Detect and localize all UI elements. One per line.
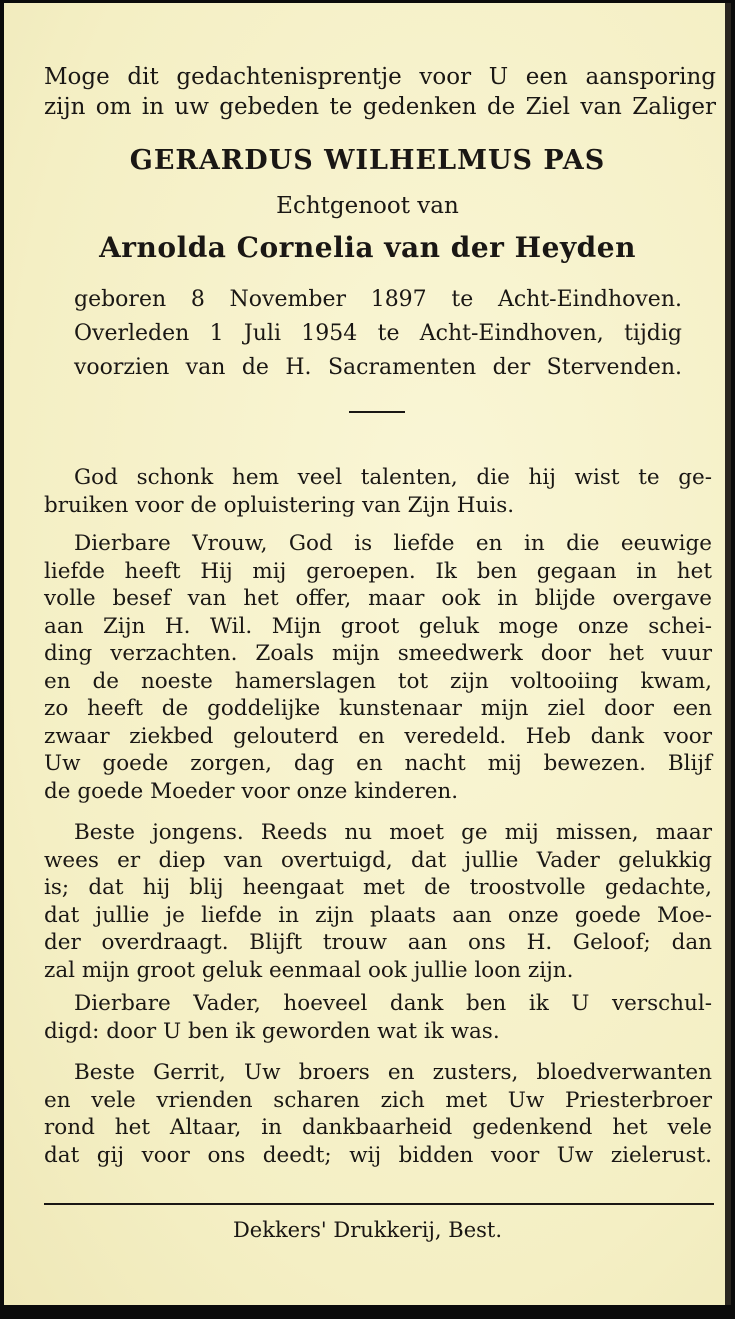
- intro-text: [44, 62, 716, 122]
- paragraph-line: zwaar ziekbed gelouterd en veredeld. Heb dank voor: [44, 723, 712, 749]
- paragraph-father: [44, 990, 712, 1045]
- paragraph-line: en de noeste hamerslagen tot zijn voltooiing kwam,: [44, 668, 712, 694]
- paragraph-line: digd: door U ben ik geworden wat ik was.: [44, 1018, 500, 1044]
- paragraph-line: liefde heeft Hij mij geroepen. Ik ben gegaan in het: [44, 558, 712, 584]
- paragraph-line: de goede Moeder voor onze kinderen.: [44, 778, 459, 804]
- birth-line: geboren 8 November 1897 te Acht-Eindhoven.: [74, 287, 682, 312]
- paragraph-line: is; dat hij blij heengaat met de troostvolle gedachte,: [44, 875, 712, 900]
- paragraph-line: dat jullie je liefde in zijn plaats aan onze goede Moe-: [44, 902, 712, 928]
- paragraph-line: volle besef van het offer, maar ook in blijde overgave: [44, 586, 712, 611]
- life-dates: [74, 283, 682, 385]
- paragraph-line: ding verzachten. Zoals mijn smeedwerk door het vuur: [44, 641, 712, 666]
- paragraph-line: Beste Gerrit, Uw broers en zusters, bloedverwanten: [74, 1060, 712, 1085]
- paragraph-line: Dierbare Vrouw, God is liefde en in die eeuwige: [74, 531, 712, 556]
- paragraph-line: bruiken voor de opluistering van Zijn Huis.: [44, 492, 515, 518]
- paragraph-line: dat gij voor ons deedt; wij bidden voor Uw zielerust.: [44, 1142, 712, 1168]
- spouse-label: Echtgenoot van: [276, 193, 459, 219]
- paragraph-line: zo heeft de goddelijke kunstenaar mijn ziel door een: [44, 696, 712, 721]
- paragraph-line: aan Zijn H. Wil. Mijn groot geluk moge onze schei-: [44, 613, 712, 639]
- paragraph-line: en vele vrienden scharen zich met Uw Priesterbroer: [44, 1087, 712, 1113]
- paragraph-sons: [44, 819, 712, 984]
- bottom-divider: [44, 1203, 714, 1205]
- paragraph-gerrit: [44, 1059, 712, 1169]
- intro-line: Moge dit gedachtenisprentje voor U een aansporing: [44, 64, 716, 90]
- short-divider: [349, 411, 405, 413]
- memorial-card: [4, 3, 731, 1305]
- paragraph-wife: [44, 530, 712, 805]
- intro-line: zijn om in uw gebeden te gedenken de Ziel van Zaliger: [44, 94, 716, 120]
- spouse-name: Arnolda Cornelia van der Heyden: [99, 231, 636, 264]
- paragraph-talents: [44, 464, 712, 519]
- death-line: Overleden 1 Juli 1954 te Acht-Eindhoven, tijdig: [74, 321, 682, 346]
- paragraph-line: rond het Altaar, in dankbaarheid gedenkend het vele: [44, 1115, 712, 1140]
- paragraph-line: Beste jongens. Reeds nu moet ge mij missen, maar: [74, 820, 712, 845]
- paragraph-line: God schonk hem veel talenten, die hij wist te ge-: [74, 465, 712, 490]
- printer-credit: Dekkers' Drukkerij, Best.: [232, 1218, 503, 1242]
- paragraph-line: der overdraagt. Blijft trouw aan ons H. Geloof; dan: [44, 930, 712, 955]
- sacraments-line: voorzien van de H. Sacramenten der Stervenden.: [74, 355, 682, 380]
- paragraph-line: zal mijn groot geluk eenmaal ook jullie loon zijn.: [44, 957, 574, 983]
- deceased-name: GERARDUS WILHELMUS PAS: [129, 145, 606, 176]
- paragraph-line: wees er diep van overtuigd, dat jullie Vader gelukkig: [44, 847, 712, 873]
- paragraph-line: Uw goede zorgen, dag en nacht mij bewezen. Blijf: [44, 751, 712, 776]
- paragraph-line: Dierbare Vader, hoeveel dank ben ik U verschul-: [74, 991, 712, 1016]
